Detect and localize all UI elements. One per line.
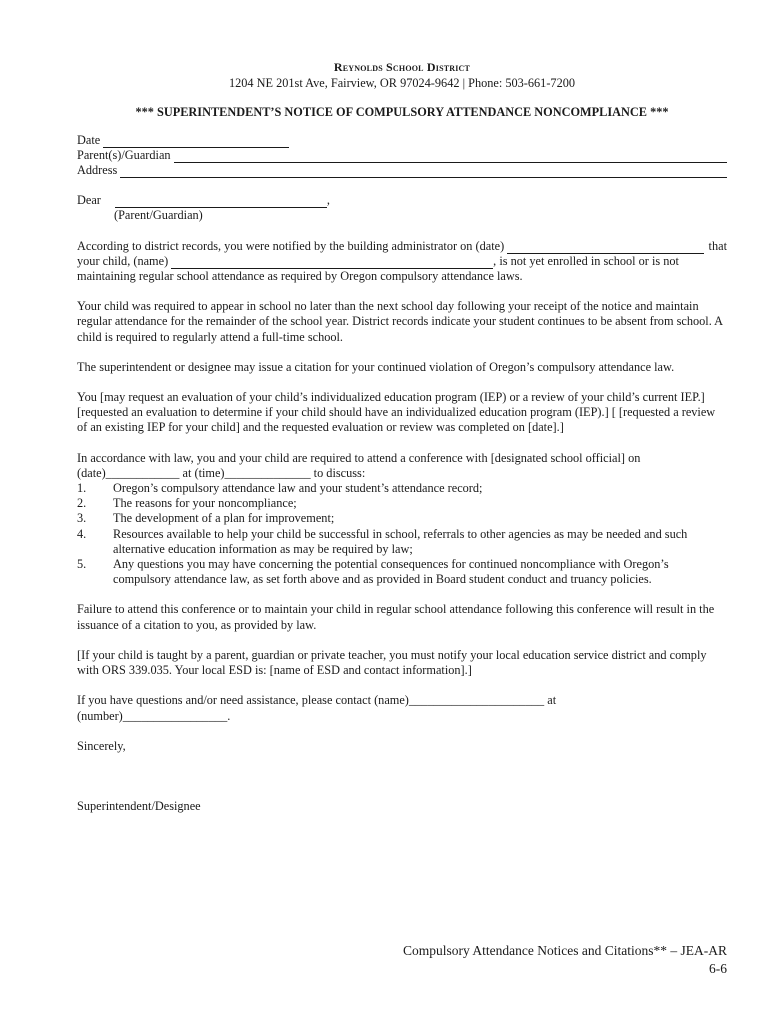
date-label: Date	[77, 132, 101, 147]
list-item-text: Any questions you may have concerning the potential consequences for continued noncompliance with Oregon’s compulsory attendance law, as set forth above and as provided in Board student conduct and truancy policies.	[113, 557, 669, 587]
footer-page-number: 6-6	[709, 961, 727, 976]
p1-line3: maintaining regular school attendance as required by Oregon compulsory attendance laws.	[77, 269, 523, 284]
letter-page	[77, 60, 727, 814]
contact-line1: If you have questions and/or need assistance, please contact (name)______________________ at	[77, 693, 557, 708]
dear-suffix: ,	[326, 193, 330, 208]
list-item-text: Resources available to help your child be successful in school, referrals to other agencies as may be needed and such alternative education information as may be required by law;	[113, 526, 688, 556]
list-item-text: The reasons for your noncompliance;	[113, 496, 297, 511]
p1-line1	[77, 239, 727, 254]
parent-row	[77, 148, 727, 163]
p1-line1-text: According to district records, you were notified by the building administrator on (date)	[77, 238, 505, 253]
notice-title: *** SUPERINTENDENT’S NOTICE OF COMPULSORY ATTENDANCE NONCOMPLIANCE ***	[135, 105, 669, 120]
list-item	[77, 496, 727, 511]
paragraph-requirement: Your child was required to appear in school no later than the next school day following your receipt of the notice and maintain regular attendance for the remainder of the school year. District records indicate your student continues to be absent from school. A child is required to regularly attend a full-time school.	[77, 299, 723, 344]
list-item-number: 3.	[77, 511, 87, 526]
page-footer	[403, 942, 727, 978]
signature-label: Superintendent/Designee	[77, 798, 201, 813]
address-label: Address	[77, 163, 118, 178]
district-address: 1204 NE 201st Ave, Fairview, OR 97024-9642 | Phone: 503-661-7200	[228, 76, 576, 91]
list-item-number: 1.	[77, 481, 87, 496]
date-field[interactable]	[103, 135, 289, 148]
recipient-fields	[77, 133, 727, 179]
list-item	[77, 481, 727, 496]
paragraph-esd: [If your child is taught by a parent, guardian or private teacher, you must notify your local education service district and comply with ORS 339.035. Your local ESD is: [name of ESD and contact information].]	[77, 647, 707, 678]
p1-line2-text: your child, (name)	[77, 253, 169, 268]
list-item-text: The development of a plan for improvement;	[113, 511, 335, 526]
dear-sublabel: (Parent/Guardian)	[114, 208, 203, 223]
p1-line2	[77, 254, 727, 269]
list-item	[77, 527, 727, 557]
notified-date-field[interactable]	[507, 241, 703, 254]
dear-label: Dear	[77, 193, 101, 208]
date-row	[77, 133, 727, 148]
list-item-text: Oregon’s compulsory attendance law and your student’s attendance record;	[113, 481, 483, 496]
paragraph-conference	[77, 451, 727, 588]
dear-row	[77, 193, 727, 208]
conference-line1: In accordance with law, you and your child are required to attend a conference with [designated school official] on	[77, 450, 641, 465]
closing-sincerely: Sincerely,	[77, 738, 126, 753]
child-name-field[interactable]	[171, 256, 493, 269]
conference-line2: (date)____________ at (time)______________ to discuss:	[77, 465, 366, 480]
salutation	[77, 193, 727, 223]
footer-policy: Compulsory Attendance Notices and Citations** – JEA-AR	[403, 943, 727, 958]
dear-field[interactable]	[115, 195, 327, 208]
district-name: Reynolds School District	[333, 60, 471, 74]
parent-label: Parent(s)/Guardian	[77, 147, 171, 162]
paragraph-iep: You [may request an evaluation of your child’s individualized education program (IEP) or a review of your child’s current IEP.] [requested an evaluation to determine if your child should have an individualized education program (IEP).] [ [requested a review of an existing IEP for your child] and the requested evaluation or review was completed on [date].]	[77, 390, 716, 435]
list-item-number: 2.	[77, 496, 87, 511]
p1-line1-tail: that	[708, 238, 727, 253]
list-item-number: 4.	[77, 526, 87, 541]
paragraph-failure: Failure to attend this conference or to maintain your child in regular school attendance following this conference will result in the issuance of a citation to you, as provided by law.	[77, 602, 715, 632]
paragraph-contact	[77, 693, 727, 723]
parent-field[interactable]	[174, 150, 727, 163]
address-field[interactable]	[120, 165, 727, 178]
address-row	[77, 163, 727, 178]
contact-line2: (number)_________________.	[77, 708, 231, 723]
discussion-list	[77, 481, 727, 587]
list-item	[77, 511, 727, 526]
paragraph-notification	[77, 239, 727, 285]
p1-line2-tail: , is not yet enrolled in school or is not	[493, 253, 679, 268]
paragraph-citation: The superintendent or designee may issue a citation for your continued violation of Oregon’s compulsory attendance law.	[77, 359, 675, 374]
list-item	[77, 557, 727, 587]
list-item-number: 5.	[77, 557, 87, 572]
